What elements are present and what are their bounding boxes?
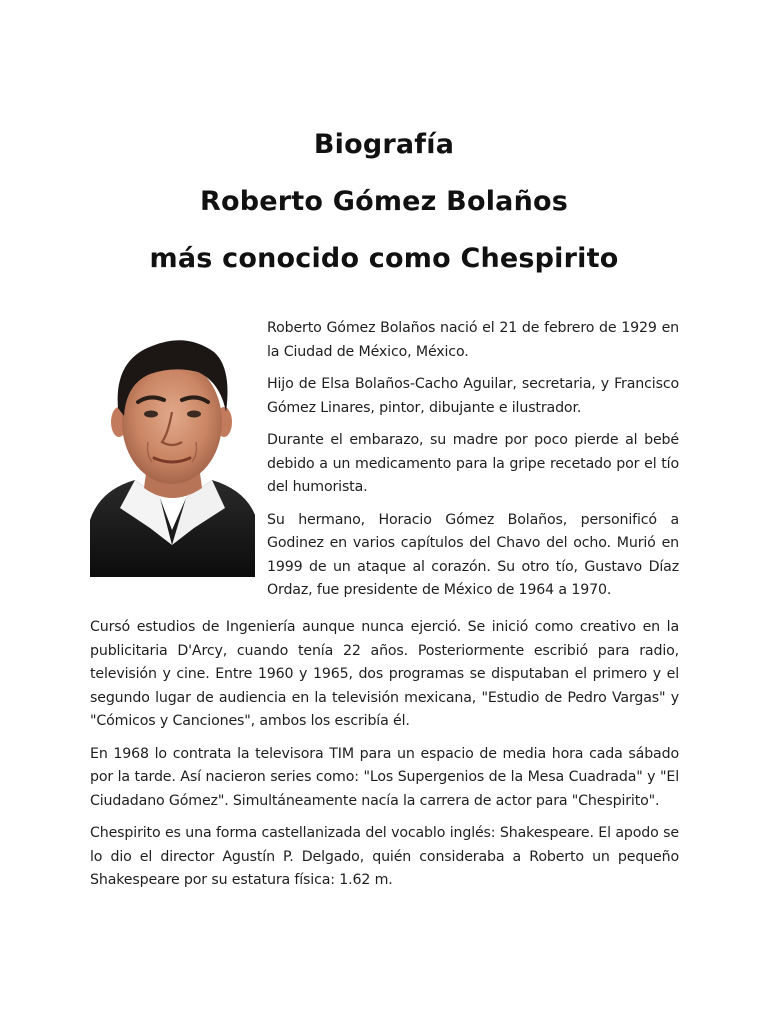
paragraph-nickname: Chespirito es una forma castellanizada del vocablo inglés: Shakespeare. El apodo se lo dio el director Agustín P. Delgado, quién consideraba a Roberto un pequeño Shakespeare por su estatura física: 1.62 m.	[90, 825, 679, 888]
title-line-2: Roberto Gómez Bolaños	[199, 186, 569, 217]
paragraph-tim: En 1968 lo contrata la televisora TIM para un espacio de media hora cada sábado por la tarde. Así nacieron series como: "Los Supergenios de la Mesa Cuadrada" y "El Ciudadano Gómez". Simultáneamente nacía la carrera de actor para "Chespirito".	[90, 745, 679, 809]
paragraph-birth: Roberto Gómez Bolaños nació el 21 de febrero de 1929 en la Ciudad de México, México.	[267, 320, 679, 360]
body-column	[90, 616, 679, 902]
paragraph-family: Su hermano, Horacio Gómez Bolaños, personificó a Godinez en varios capítulos del Chavo del ocho. Murió en 1999 de un ataque al corazón. Su otro tío, Gustavo Díaz Ordaz, fue presidente de México de 1964 a 1970.	[267, 511, 679, 598]
intro-column	[267, 317, 679, 612]
paragraph-pregnancy: Durante el embarazo, su madre por poco pierde al bebé debido a un medicamento para la gripe recetado por el tío del humorista.	[267, 432, 679, 495]
document-title	[0, 116, 768, 287]
paragraph-career: Cursó estudios de Ingeniería aunque nunca ejerció. Se inició como creativo en la publicitaria D'Arcy, cuando tenía 22 años. Posteriormente escribió para radio, televisión y cine. Entre 1960 y 1965, dos programas se disputaban el primero y el segundo lugar de audiencia en la televisión mexicana, "Estudio de Pedro Vargas" y "Cómicos y Canciones", ambos los escribía él.	[90, 619, 679, 729]
paragraph-parents: Hijo de Elsa Bolaños-Cacho Aguilar, secretaria, y Francisco Gómez Linares, pintor, dibujante e ilustrador.	[267, 376, 679, 416]
portrait-photo	[90, 330, 255, 577]
title-line-1: Biografía	[313, 129, 455, 160]
title-line-3: más conocido como Chespirito	[149, 243, 619, 274]
